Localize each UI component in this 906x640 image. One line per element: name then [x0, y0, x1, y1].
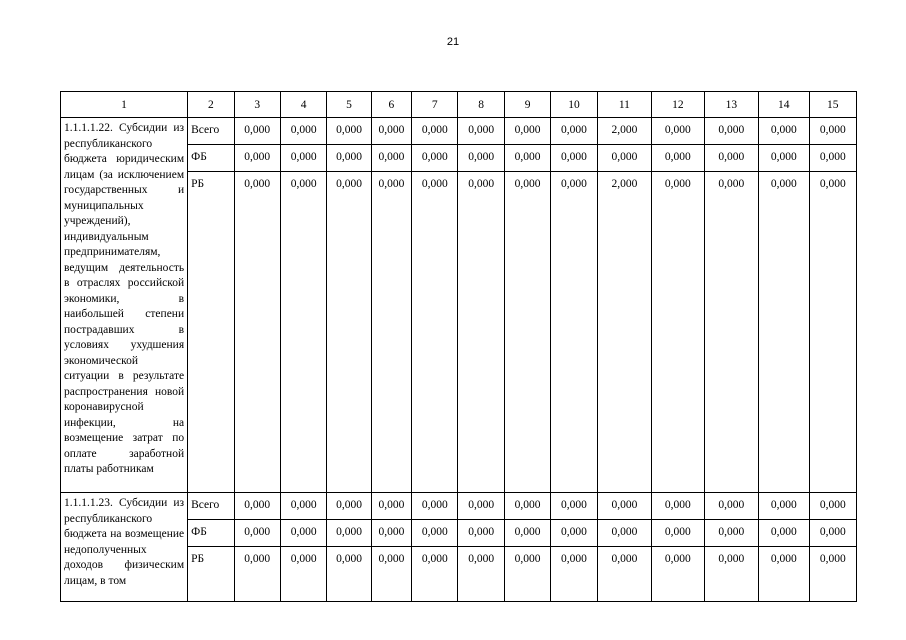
- value-cell: 0,000: [234, 520, 280, 547]
- funding-source: ФБ: [188, 520, 234, 547]
- header-row: [61, 92, 857, 118]
- value-cell: 0,000: [412, 118, 458, 145]
- value-cell: 0,000: [597, 145, 651, 172]
- value-cell: 0,000: [327, 172, 371, 493]
- column-header: 3: [234, 92, 280, 118]
- page-number: 21: [446, 36, 460, 48]
- column-header: 15: [809, 92, 857, 118]
- value-cell: 0,000: [652, 145, 704, 172]
- column-header: 4: [280, 92, 326, 118]
- value-cell: 0,000: [280, 493, 326, 520]
- value-cell: 0,000: [504, 520, 550, 547]
- value-cell: 0,000: [504, 547, 550, 602]
- value-cell: 0,000: [371, 118, 411, 145]
- value-cell: 0,000: [652, 520, 704, 547]
- funding-source: Всего: [188, 493, 234, 520]
- column-header: 8: [458, 92, 504, 118]
- budget-table: [60, 91, 857, 602]
- value-cell: 0,000: [458, 145, 504, 172]
- value-cell: 0,000: [234, 547, 280, 602]
- value-cell: 0,000: [371, 493, 411, 520]
- value-cell: 0,000: [280, 172, 326, 493]
- value-cell: 0,000: [652, 547, 704, 602]
- value-cell: 0,000: [704, 493, 758, 520]
- column-header: 2: [188, 92, 234, 118]
- value-cell: 0,000: [412, 520, 458, 547]
- value-cell: 0,000: [412, 172, 458, 493]
- value-cell: 0,000: [280, 145, 326, 172]
- value-cell: 0,000: [652, 493, 704, 520]
- value-cell: 0,000: [327, 493, 371, 520]
- value-cell: 2,000: [597, 172, 651, 493]
- value-cell: 0,000: [458, 172, 504, 493]
- column-header: 1: [61, 92, 188, 118]
- item-description: 1.1.1.1.22. Субсидии из республиканского бюджета юридическим лицам (за исключением государственных и муниципальных учреждений), индивидуальным предпринимателям, ведущим деятельность в отраслях российской экономики, в наибольшей степени пострадавших в условиях ухудшения экономической ситуации в результате распространения новой коронавирусной инфекции, на возмещение затрат по оплате заработной платы работникам: [61, 118, 188, 493]
- value-cell: 0,000: [412, 145, 458, 172]
- value-cell: 0,000: [327, 547, 371, 602]
- value-cell: 0,000: [280, 520, 326, 547]
- value-cell: 0,000: [809, 547, 857, 602]
- value-cell: 0,000: [551, 547, 597, 602]
- column-header: 10: [551, 92, 597, 118]
- value-cell: 0,000: [759, 520, 809, 547]
- value-cell: 0,000: [759, 118, 809, 145]
- value-cell: 2,000: [597, 118, 651, 145]
- column-header: 5: [327, 92, 371, 118]
- value-cell: 0,000: [809, 493, 857, 520]
- value-cell: 0,000: [234, 145, 280, 172]
- value-cell: 0,000: [551, 118, 597, 145]
- value-cell: 0,000: [652, 172, 704, 493]
- value-cell: 0,000: [412, 493, 458, 520]
- value-cell: 0,000: [371, 145, 411, 172]
- value-cell: 0,000: [280, 547, 326, 602]
- value-cell: 0,000: [759, 493, 809, 520]
- value-cell: 0,000: [704, 547, 758, 602]
- value-cell: 0,000: [371, 172, 411, 493]
- value-cell: 0,000: [759, 145, 809, 172]
- value-cell: 0,000: [504, 493, 550, 520]
- column-header: 9: [504, 92, 550, 118]
- column-header: 14: [759, 92, 809, 118]
- value-cell: 0,000: [504, 145, 550, 172]
- value-cell: 0,000: [371, 547, 411, 602]
- value-cell: 0,000: [652, 118, 704, 145]
- column-header: 12: [652, 92, 704, 118]
- value-cell: 0,000: [704, 145, 758, 172]
- value-cell: 0,000: [458, 547, 504, 602]
- value-cell: 0,000: [551, 520, 597, 547]
- column-header: 11: [597, 92, 651, 118]
- value-cell: 0,000: [504, 172, 550, 493]
- value-cell: 0,000: [704, 172, 758, 493]
- value-cell: 0,000: [412, 547, 458, 602]
- value-cell: 0,000: [551, 493, 597, 520]
- funding-source: ФБ: [188, 145, 234, 172]
- funding-source: РБ: [188, 172, 234, 493]
- value-cell: 0,000: [504, 118, 550, 145]
- column-header: 13: [704, 92, 758, 118]
- value-cell: 0,000: [327, 118, 371, 145]
- value-cell: 0,000: [809, 520, 857, 547]
- value-cell: 0,000: [704, 520, 758, 547]
- value-cell: 0,000: [551, 145, 597, 172]
- value-cell: 0,000: [234, 118, 280, 145]
- value-cell: 0,000: [597, 493, 651, 520]
- value-cell: 0,000: [234, 172, 280, 493]
- value-cell: 0,000: [371, 520, 411, 547]
- value-cell: 0,000: [759, 547, 809, 602]
- value-cell: 0,000: [597, 520, 651, 547]
- value-cell: 0,000: [551, 172, 597, 493]
- table-row: [61, 493, 857, 520]
- item-description: 1.1.1.1.23. Субсидии из республиканского бюджета на возмещение недополученных доходов физическим лицам, в том: [61, 493, 188, 602]
- value-cell: 0,000: [458, 520, 504, 547]
- value-cell: 0,000: [280, 118, 326, 145]
- funding-source: Всего: [188, 118, 234, 145]
- column-header: 7: [412, 92, 458, 118]
- value-cell: 0,000: [809, 172, 857, 493]
- table-row: [61, 118, 857, 145]
- value-cell: 0,000: [327, 145, 371, 172]
- value-cell: 0,000: [597, 547, 651, 602]
- value-cell: 0,000: [759, 172, 809, 493]
- value-cell: 0,000: [809, 145, 857, 172]
- value-cell: 0,000: [458, 493, 504, 520]
- column-header: 6: [371, 92, 411, 118]
- value-cell: 0,000: [809, 118, 857, 145]
- funding-source: РБ: [188, 547, 234, 602]
- value-cell: 0,000: [327, 520, 371, 547]
- value-cell: 0,000: [234, 493, 280, 520]
- value-cell: 0,000: [704, 118, 758, 145]
- value-cell: 0,000: [458, 118, 504, 145]
